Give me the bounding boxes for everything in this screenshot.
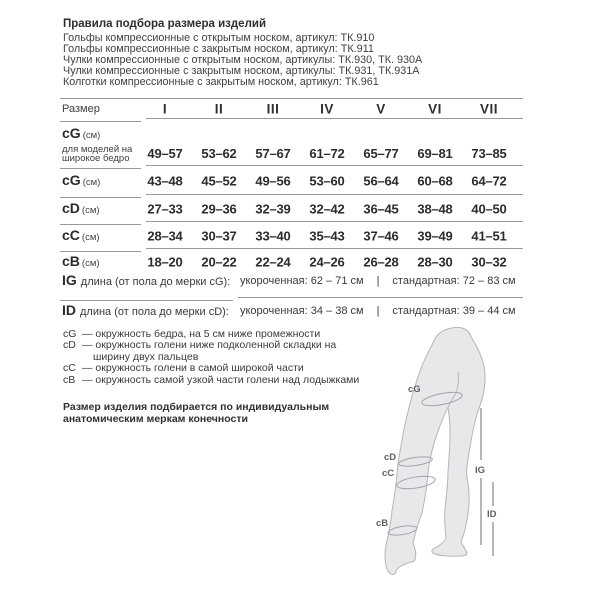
figure-cc-label: cC — [382, 468, 395, 479]
footnote-item — [63, 375, 365, 386]
footnote-term: cG — [63, 328, 77, 340]
value-cell: 26–28 — [363, 254, 399, 270]
value-cell: 53–60 — [309, 173, 345, 189]
product-item: Гольфы компрессионные с открытым носком, артикул: ТК.910 — [63, 32, 375, 44]
param-unit: (см) — [81, 204, 100, 216]
measurement-row — [60, 166, 523, 196]
value-cell: 32–39 — [255, 201, 291, 216]
product-item: Чулки компрессионные с закрытым носком, артикулы: ТК.931, ТК.931А — [63, 65, 420, 77]
figure-cg-label: cG — [408, 384, 421, 395]
param-unit: (см) — [82, 177, 101, 188]
length-standard-value: стандартная: 39 – 44 см — [392, 305, 516, 317]
length-standard-value: стандартная: 72 – 83 см — [392, 274, 516, 287]
table-rule — [146, 118, 523, 119]
length-label — [62, 302, 229, 320]
footnote-text: — окружность голени ниже подколенной складки на ширину двух пальцев — [82, 339, 337, 363]
product-item: Колготки компрессионные с закрытым носком, артикул: ТК.961 — [63, 76, 379, 88]
page-title: Правила подбора размера изделий — [63, 18, 267, 30]
param-label: IG — [62, 271, 77, 288]
size-column-header: I — [162, 101, 168, 117]
length-short-value: укороченная: 62 – 71 см — [240, 274, 364, 287]
param-cell — [62, 172, 100, 190]
value-cell: 53–62 — [201, 146, 237, 161]
leg-measurement-figure — [360, 325, 530, 575]
value-cell: 56–64 — [363, 173, 399, 189]
footnote-term: cC — [63, 362, 76, 375]
value-cell: 36–45 — [363, 201, 399, 216]
value-cell: 73–85 — [471, 146, 507, 161]
length-separator: | — [376, 305, 380, 317]
param-label: cC — [62, 226, 80, 243]
value-cell: 69–81 — [417, 146, 453, 161]
footnote-text: — окружность голени в самой широкой части — [82, 362, 304, 375]
selection-note: Размер изделия подбирается по индивидуальным анатомическим меркам конечности — [63, 401, 330, 425]
param-cell — [62, 227, 100, 245]
table-rule — [60, 300, 233, 301]
param-cell — [62, 253, 100, 271]
footnotes — [63, 329, 365, 386]
value-cell: 24–26 — [309, 254, 345, 270]
value-cell: 30–32 — [471, 254, 507, 270]
value-cell: 35–43 — [309, 228, 345, 243]
value-cell: 28–30 — [417, 254, 453, 270]
value-cell: 20–22 — [201, 254, 237, 270]
size-table — [60, 96, 523, 324]
measurement-row — [60, 195, 523, 222]
value-cell: 61–72 — [309, 146, 345, 161]
table-header-row — [60, 100, 523, 118]
length-description: длина (от пола до мерки cG): — [80, 275, 231, 288]
size-column-header: IV — [320, 101, 334, 117]
param-label: cG — [62, 125, 81, 141]
length-values — [240, 275, 516, 287]
figure-ig-label: IG — [475, 465, 486, 476]
param-cell — [62, 125, 142, 163]
product-item: Чулки компрессионные с открытым носком, артикулы: ТК.930, ТК. 930А — [63, 54, 423, 66]
size-column-header: II — [214, 101, 224, 117]
value-cell: 27–33 — [147, 201, 183, 216]
value-cell: 40–50 — [471, 201, 507, 216]
table-rule — [238, 297, 523, 298]
size-column-header: VII — [479, 101, 498, 117]
length-row — [60, 302, 523, 320]
value-cell: 60–68 — [417, 173, 453, 189]
figure-cd-label: cD — [384, 452, 397, 463]
param-note: для моделей на широкое бедро — [62, 144, 133, 164]
footnote-item — [63, 363, 365, 374]
table-rule — [60, 98, 523, 99]
value-cell: 65–77 — [363, 146, 399, 161]
footnote-item — [63, 340, 365, 363]
value-cell: 18–20 — [147, 254, 183, 270]
value-cell: 33–40 — [255, 228, 291, 243]
param-unit: (см) — [82, 130, 101, 141]
value-cell: 30–37 — [201, 228, 237, 243]
length-values — [240, 305, 516, 317]
param-label: ID — [62, 302, 76, 318]
length-row — [60, 271, 523, 290]
param-label: cG — [62, 172, 81, 188]
param-label: cB — [62, 253, 80, 269]
measurement-row — [60, 222, 523, 249]
value-cell: 57–67 — [255, 146, 291, 161]
length-label — [62, 272, 230, 290]
value-cell: 64–72 — [471, 173, 507, 189]
value-cell: 38–48 — [417, 201, 453, 216]
footnote-term: cB — [63, 373, 76, 386]
length-description: длина (от пола до мерки cD): — [80, 306, 229, 318]
value-cell: 37–46 — [363, 228, 399, 243]
figure-id-label: ID — [487, 509, 497, 520]
param-unit: (см) — [81, 231, 100, 243]
value-cell: 49–57 — [147, 146, 183, 161]
value-cell: 49–56 — [255, 173, 291, 189]
value-cell: 29–36 — [201, 201, 237, 216]
footnote-text: — окружность самой узкой части голени над лодыжками — [82, 373, 360, 386]
value-cell: 28–34 — [147, 228, 183, 243]
param-unit: (см) — [81, 258, 100, 269]
value-cell: 39–49 — [417, 228, 453, 243]
size-column-header: III — [266, 101, 280, 117]
product-list — [63, 33, 422, 88]
product-item: Гольфы компрессионные с закрытым носком, артикул: ТК.911 — [63, 43, 374, 55]
size-header-label: Размер — [62, 103, 100, 115]
footnote-text: — окружность бедра, на 5 см ниже промежности — [82, 328, 321, 340]
size-column-header: VI — [428, 101, 442, 117]
size-column-header: V — [376, 101, 386, 117]
value-cell: 41–51 — [471, 228, 507, 243]
value-cell: 43–48 — [147, 173, 183, 189]
value-cell: 45–52 — [201, 173, 237, 189]
length-separator: | — [376, 274, 380, 287]
value-cell: 32–42 — [309, 201, 345, 216]
figure-cb-label: cB — [376, 518, 389, 529]
measurement-row — [60, 122, 523, 165]
param-cell — [62, 200, 100, 218]
value-cell: 22–24 — [255, 254, 291, 270]
length-short-value: укороченная: 34 – 38 см — [240, 305, 364, 317]
footnote-term: cD — [63, 339, 76, 352]
param-label: cD — [62, 199, 80, 216]
